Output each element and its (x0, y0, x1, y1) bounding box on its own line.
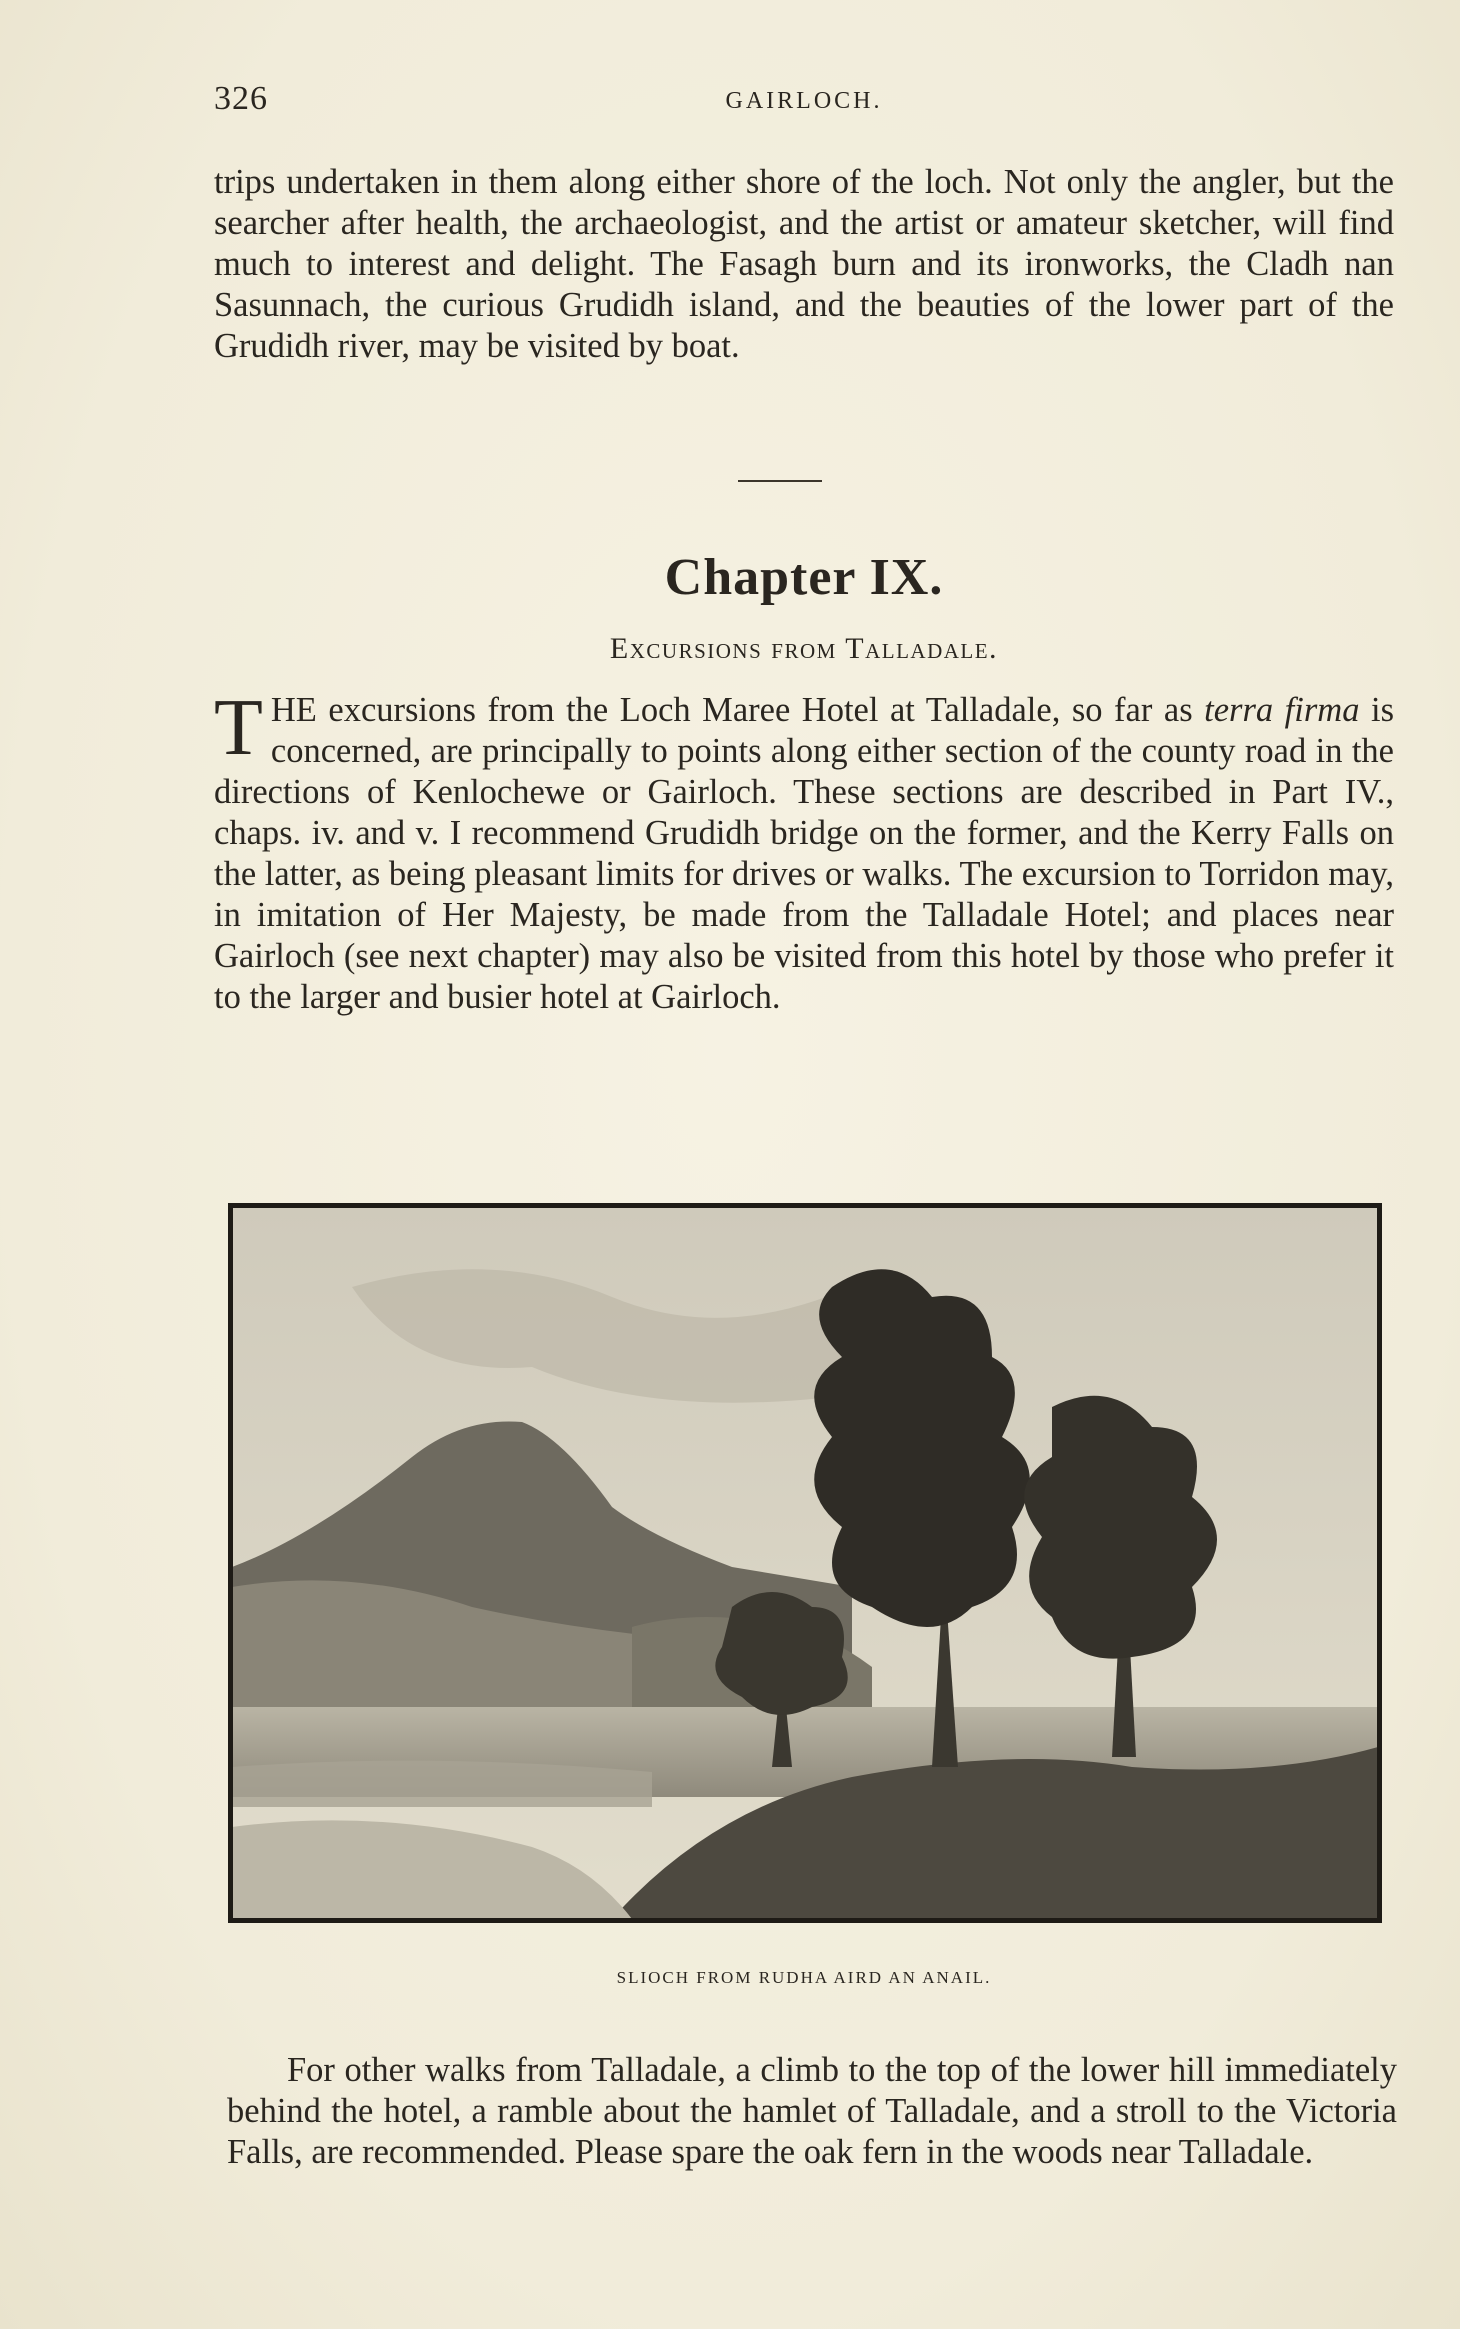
shoreline (232, 1761, 652, 1807)
illustration-drawing (232, 1207, 1378, 1919)
page-number: 326 (214, 80, 268, 117)
paragraph-3: For other walks from Talladale, a climb to the top of the lower hill immediately behind the hotel, a ramble about the hamlet of Talladale, and a stroll to the Victoria Falls, are recommended. Please spare the oak fern in the woods near Talladale. (227, 2051, 1397, 2171)
running-head (214, 80, 1394, 130)
paragraph-1: trips undertaken in them along either shore of the loch. Not only the angler, but the searcher after health, the archaeologist, and the artist or amateur sketcher, will find much to interest and delight. The Fasagh burn and its ironworks, the Cladh nan Sasunnach, the curious Grudidh island, and the beauties of the lower part of the Grudidh river, may be visited by boat. (214, 163, 1394, 365)
figure-caption: SLIOCH FROM RUDHA AIRD AN ANAIL. (616, 1968, 992, 1987)
paragraph-2-text-b: is concerned, are principally to points along either section of the county road in the directions of Kenlochewe or Gairloch. These sections are described in Part IV., chaps. iv. and v. I recommend Grudidh bridge on the former, and the Kerry Falls on the latter, as being pleasant limits for drives or walks. The excursion to Torridon may, in imitation of Her Majesty, be made from the Talladale Hotel; and places near Gairloch (see next chapter) may also be visited from this hotel by those who prefer it to the larger and busier hotel at Gairloch. (214, 691, 1394, 1016)
chapter-title: Chapter IX. (664, 549, 944, 606)
paragraph-2 (214, 684, 1394, 1018)
paragraph-2-text-a: HE excursions from the Loch Maree Hotel at Talladale, so far as (270, 691, 1205, 729)
running-title: GAIRLOCH. (725, 88, 883, 114)
chapter-subtitle: Excursions from Talladale. (609, 632, 999, 665)
section-divider (738, 480, 822, 482)
landscape-illustration (228, 1203, 1382, 1923)
paragraph-2-italic: terra firma (1204, 691, 1360, 729)
drop-cap: T (214, 684, 263, 772)
